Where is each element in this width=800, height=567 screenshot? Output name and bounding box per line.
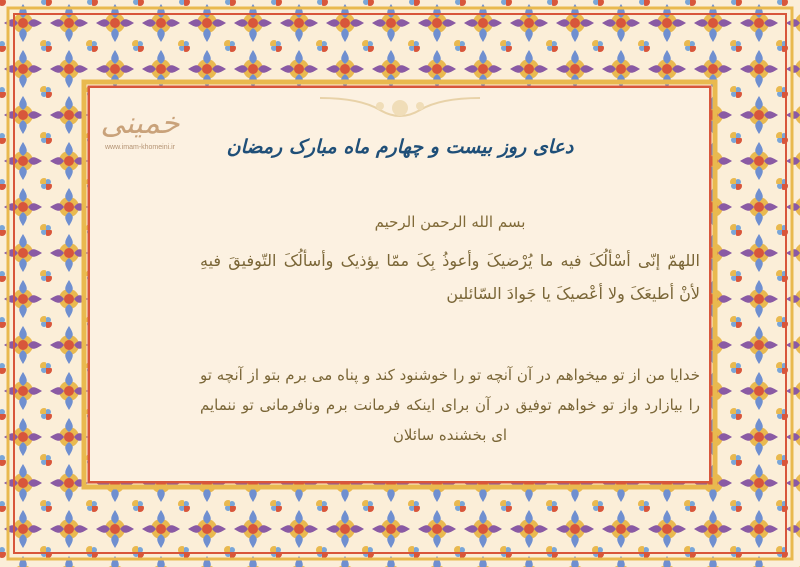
medallion-ornament [320, 92, 480, 122]
arabic-prayer: اللهمّ إنّی أسْألُکَ فیه ما یُرْضیکَ وأعوذُ بِکَ ممّا یؤذیک وأسألُکَ التّوفیقَ فیهِ لأنْ أطیعَکَ ولا أعْصیکَ یا جَوادَ السّائلین [200, 251, 700, 303]
seal-url: www.imam-khomeini.ir [104, 144, 175, 151]
bismillah: بسم الله الرحمن الرحیم [374, 213, 526, 231]
seal-calligraphy: خمینی [100, 106, 180, 141]
persian-translation: خدایا من از تو میخواهم در آن آنچه تو را خوشنود کند و پناه می برم بتو از آنچه تو را بیازارد واز تو خواهم توفیق در آن برای اینکه فرمانت برم ونافرمانی تو ننمایم ای بخشنده سائلان [200, 366, 700, 444]
page-title: دعای روز بیست و چهارم ماه مبارک رمضان [226, 136, 574, 158]
khomeini-seal [98, 98, 182, 170]
